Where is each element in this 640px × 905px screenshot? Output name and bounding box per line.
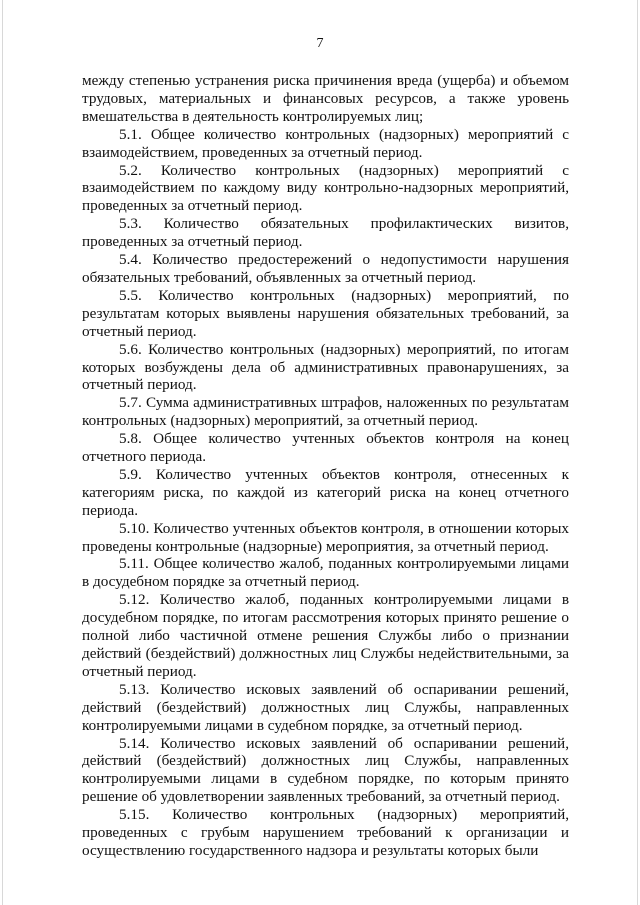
paragraph: 5.12. Количество жалоб, поданных контролируемыми лицами в досудебном порядке, по итогам рассмотрения которых принято решение о полной либо частичной отмене решения Службы либо о признании действий (бездействий) должностных лиц Службы недействительными, за отчетный период. <box>82 591 569 680</box>
paragraph: 5.4. Количество предостережений о недопустимости нарушения обязательных требований, объявленных за отчетный период. <box>82 251 569 286</box>
paragraph: 5.13. Количество исковых заявлений об оспаривании решений, действий (бездействий) должностных лиц Службы, направленных контролируемыми лицами в судебном порядке, за отчетный период. <box>82 680 569 734</box>
paragraph: 5.15. Количество контрольных (надзорных) мероприятий, проведенных с грубым нарушением требований к организации и осуществлению государственного надзора и результаты которых были <box>82 806 569 859</box>
paragraph: 5.7. Сумма административных штрафов, наложенных по результатам контрольных (надзорных) мероприятий, за отчетный период. <box>82 394 569 430</box>
page-left-edge <box>2 0 3 905</box>
paragraph: 5.11. Общее количество жалоб, поданных контролируемыми лицами в досудебном порядке за отчетный период. <box>82 555 569 591</box>
paragraph: 5.2. Количество контрольных (надзорных) мероприятий с взаимодействием по каждому виду контрольно-надзорных мероприятий, проведенных за отчетный период. <box>82 161 569 215</box>
page-number: 7 <box>316 36 324 51</box>
document-body <box>82 72 569 860</box>
paragraph: 5.10. Количество учтенных объектов контроля, в отношении которых проведены контрольные (надзорные) мероприятия, за отчетный период. <box>82 519 569 555</box>
paragraph: 5.1. Общее количество контрольных (надзорных) мероприятий с взаимодействием, проведенных за отчетный период. <box>82 125 569 161</box>
paragraph: 5.9. Количество учтенных объектов контроля, отнесенных к категориям риска, по каждой из категорий риска на конец отчетного периода. <box>82 465 569 519</box>
paragraph: между степенью устранения риска причинения вреда (ущерба) и объемом трудовых, материальных и финансовых ресурсов, а также уровень вмешательства в деятельность контролируемых лиц; <box>82 72 569 125</box>
paragraph: 5.5. Количество контрольных (надзорных) мероприятий, по результатам которых выявлены нарушения обязательных требований, за отчетный период. <box>82 286 569 340</box>
page-right-edge <box>637 0 638 905</box>
paragraph: 5.3. Количество обязательных профилактических визитов, проведенных за отчетный период. <box>82 215 569 251</box>
paragraph: 5.14. Количество исковых заявлений об оспаривании решений, действий (бездействий) должностных лиц Службы, направленных контролируемыми лицами в судебном порядке, по которым принято решение об удовлетворении заявленных требований, за отчетный период. <box>82 734 569 806</box>
paragraph: 5.6. Количество контрольных (надзорных) мероприятий, по итогам которых возбуждены дела об административных правонарушениях, за отчетный период. <box>82 340 569 394</box>
paragraph: 5.8. Общее количество учтенных объектов контроля на конец отчетного периода. <box>82 430 569 466</box>
